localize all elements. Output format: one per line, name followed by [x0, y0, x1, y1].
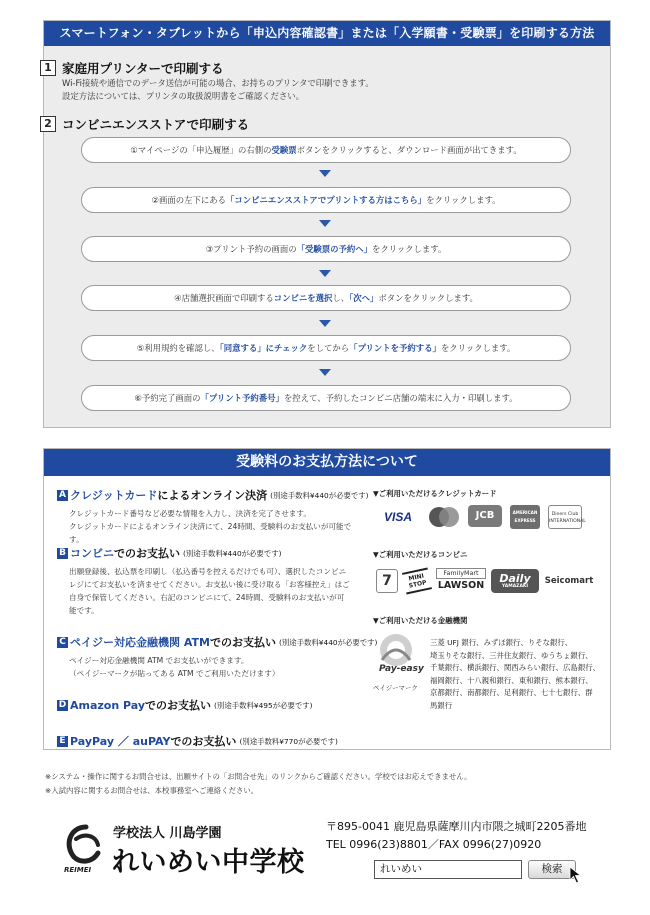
payment-method-paypay-aupay: E PayPay ／ auPAY でのお支払い (別途手数料¥770が必要です) [57, 733, 338, 749]
down-arrow-icon [319, 320, 331, 327]
payeasy-label: Pay-easy [379, 664, 424, 674]
payment-method-payeasy-atm: C ペイジー対応金融機関 ATM でのお支払い (別途手数料¥440が必要です) ペイジー対応金融機関 ATM でお支払いができます。 （ペイジーマークが貼ってある ATM でご利用いただけます） [57, 634, 377, 680]
home-printer-heading [40, 59, 224, 77]
print-step-6: ⑥予約完了画面の「プリント予約番号」を控えて、予約したコンビニ店舗の端末に入力・印刷します。 [81, 385, 571, 411]
mouse-pointer-icon [569, 866, 583, 884]
convenience-stores-caption: ▼ご利用いただけるコンビニ [373, 550, 468, 559]
school-corporation-name: 学校法人 川島学園 [113, 826, 222, 841]
print-step-1: ①マイページの「申込履歴」の右側の受験票ボタンをクリックすると、ダウンロード画面が出てきます。 [81, 137, 571, 163]
print-step-4: ④店舗選択画面で印刷するコンビニを選択し、「次へ」ボタンをクリックします。 [81, 285, 571, 311]
familymart-lawson-logo [436, 568, 486, 594]
step-number-box: 2 [40, 116, 56, 132]
daily-yamazaki-logo: Daily YAMAZAKI [491, 569, 539, 593]
print-step-5: ⑤利用規約を確認し、「同意する」にチェックをしてから「プリントを予約する」をクリックします。 [81, 335, 571, 361]
ministop-logo: MINI STOP [402, 568, 432, 595]
method-letter-badge: D [58, 699, 67, 710]
payment-method-amazon-pay: D Amazon Pay でのお支払い (別途手数料¥495が必要です) [58, 698, 313, 712]
school-phone-fax: TEL 0996(23)8801／FAX 0996(27)0920 [326, 838, 542, 851]
mastercard-logo [427, 505, 461, 529]
method-letter-badge: E [57, 736, 68, 747]
banks-caption: ▼ご利用いただける金融機関 [373, 616, 468, 625]
familymart-logo: FamilyMart [436, 568, 486, 579]
payment-method-convenience-store: B コンビニ でのお支払い (別途手数料¥440が必要です) 出願登録後、払込票を印刷し（払込番号を控えるだけでも可）、選択したコンビニ レジにてお支払いを済ませてください。お支払い後に受け取る「お客様控え」はご 自身で保管してください。右記のコンビニにて、24時間、受験料のお支払いが可 能です。 [57, 545, 354, 617]
down-arrow-icon [319, 220, 331, 227]
visa-logo: VISA [383, 510, 412, 524]
home-printer-title: 家庭用プリンターで印刷する [62, 61, 224, 76]
lawson-logo: LAWSON [437, 580, 485, 591]
method-letter-badge: A [57, 490, 68, 501]
convenience-store-title: コンビニエンスストアで印刷する [62, 117, 250, 132]
note-exam-inquiry: ※入試内容に関するお問合せは、本校事務室へご連絡ください。 [45, 786, 259, 795]
jcb-logo: JCB [468, 505, 502, 527]
diners-club-logo: Diners Club INTERNATIONAL [548, 505, 582, 529]
print-step-2: ②画面の左下にある「コンビニエンスストアでプリントする方はこちら」をクリックします。 [81, 187, 571, 213]
payeasy-caption: ペイジーマーク [373, 684, 418, 692]
school-address: 〒895-0041 鹿児島県薩摩川内市隈之城町2205番地 [326, 820, 587, 833]
home-printer-desc-2: 設定方法については、プリンタの取扱説明書をご確認ください。 [62, 91, 305, 101]
step-number-box: 1 [40, 60, 56, 76]
school-name: れいめい中学校 [112, 847, 305, 878]
down-arrow-icon [319, 170, 331, 177]
note-system-inquiry: ※システム・操作に関するお問合せは、出願サイトの「お問合せ先」のリンクからご確認ください。学校ではお応えできません。 [45, 772, 472, 781]
bank-list: 三菱 UFJ 銀行、みずほ銀行、りそな銀行、 埼玉りそな銀行、三井住友銀行、ゆうちょ銀行、 千葉銀行、横浜銀行、関西みらい銀行、広島銀行、 福岡銀行、十八親和銀行、東和銀行、熊本銀行、 京都銀行、南都銀行、足利銀行、七十七銀行、群 馬銀行 [430, 638, 600, 710]
seicomart-logo: Seicomart [544, 576, 594, 586]
search-input[interactable]: れいめい [374, 860, 522, 879]
seven-eleven-logo: 7 [376, 569, 398, 593]
method-letter-badge: C [57, 637, 68, 648]
credit-cards-caption: ▼ご利用いただけるクレジットカード [373, 489, 497, 498]
home-printer-desc-1: Wi-Fi接続や通信でのデータ送信が可能の場合、お持ちのプリンタで印刷できます。 [62, 78, 374, 88]
down-arrow-icon [319, 369, 331, 376]
payment-method-credit-card: A クレジットカード によるオンライン決済 (別途手数料¥440が必要です) クレジットカード番号など必要な情報を入力し、決済を完了させます。 クレジットカードによるオンライン決済にて、24時間、受験料のお支払いが可能です。 [57, 487, 369, 546]
down-arrow-icon [319, 270, 331, 277]
amex-logo: AMERICAN EXPRESS [510, 505, 540, 529]
method-letter-badge: B [57, 548, 68, 559]
convenience-store-heading [40, 115, 249, 133]
print-step-3: ③プリント予約の画面の「受験票の予約へ」をクリックします。 [81, 236, 571, 262]
print-section-title: スマートフォン・タブレットから「申込内容確認書」または「入学願書・受験票」を印刷する方法 [44, 21, 610, 46]
school-logo-text: REIMEI [64, 866, 92, 874]
payment-section-title: 受験料のお支払方法について [44, 449, 610, 476]
search-button[interactable]: 検索 [528, 860, 576, 879]
